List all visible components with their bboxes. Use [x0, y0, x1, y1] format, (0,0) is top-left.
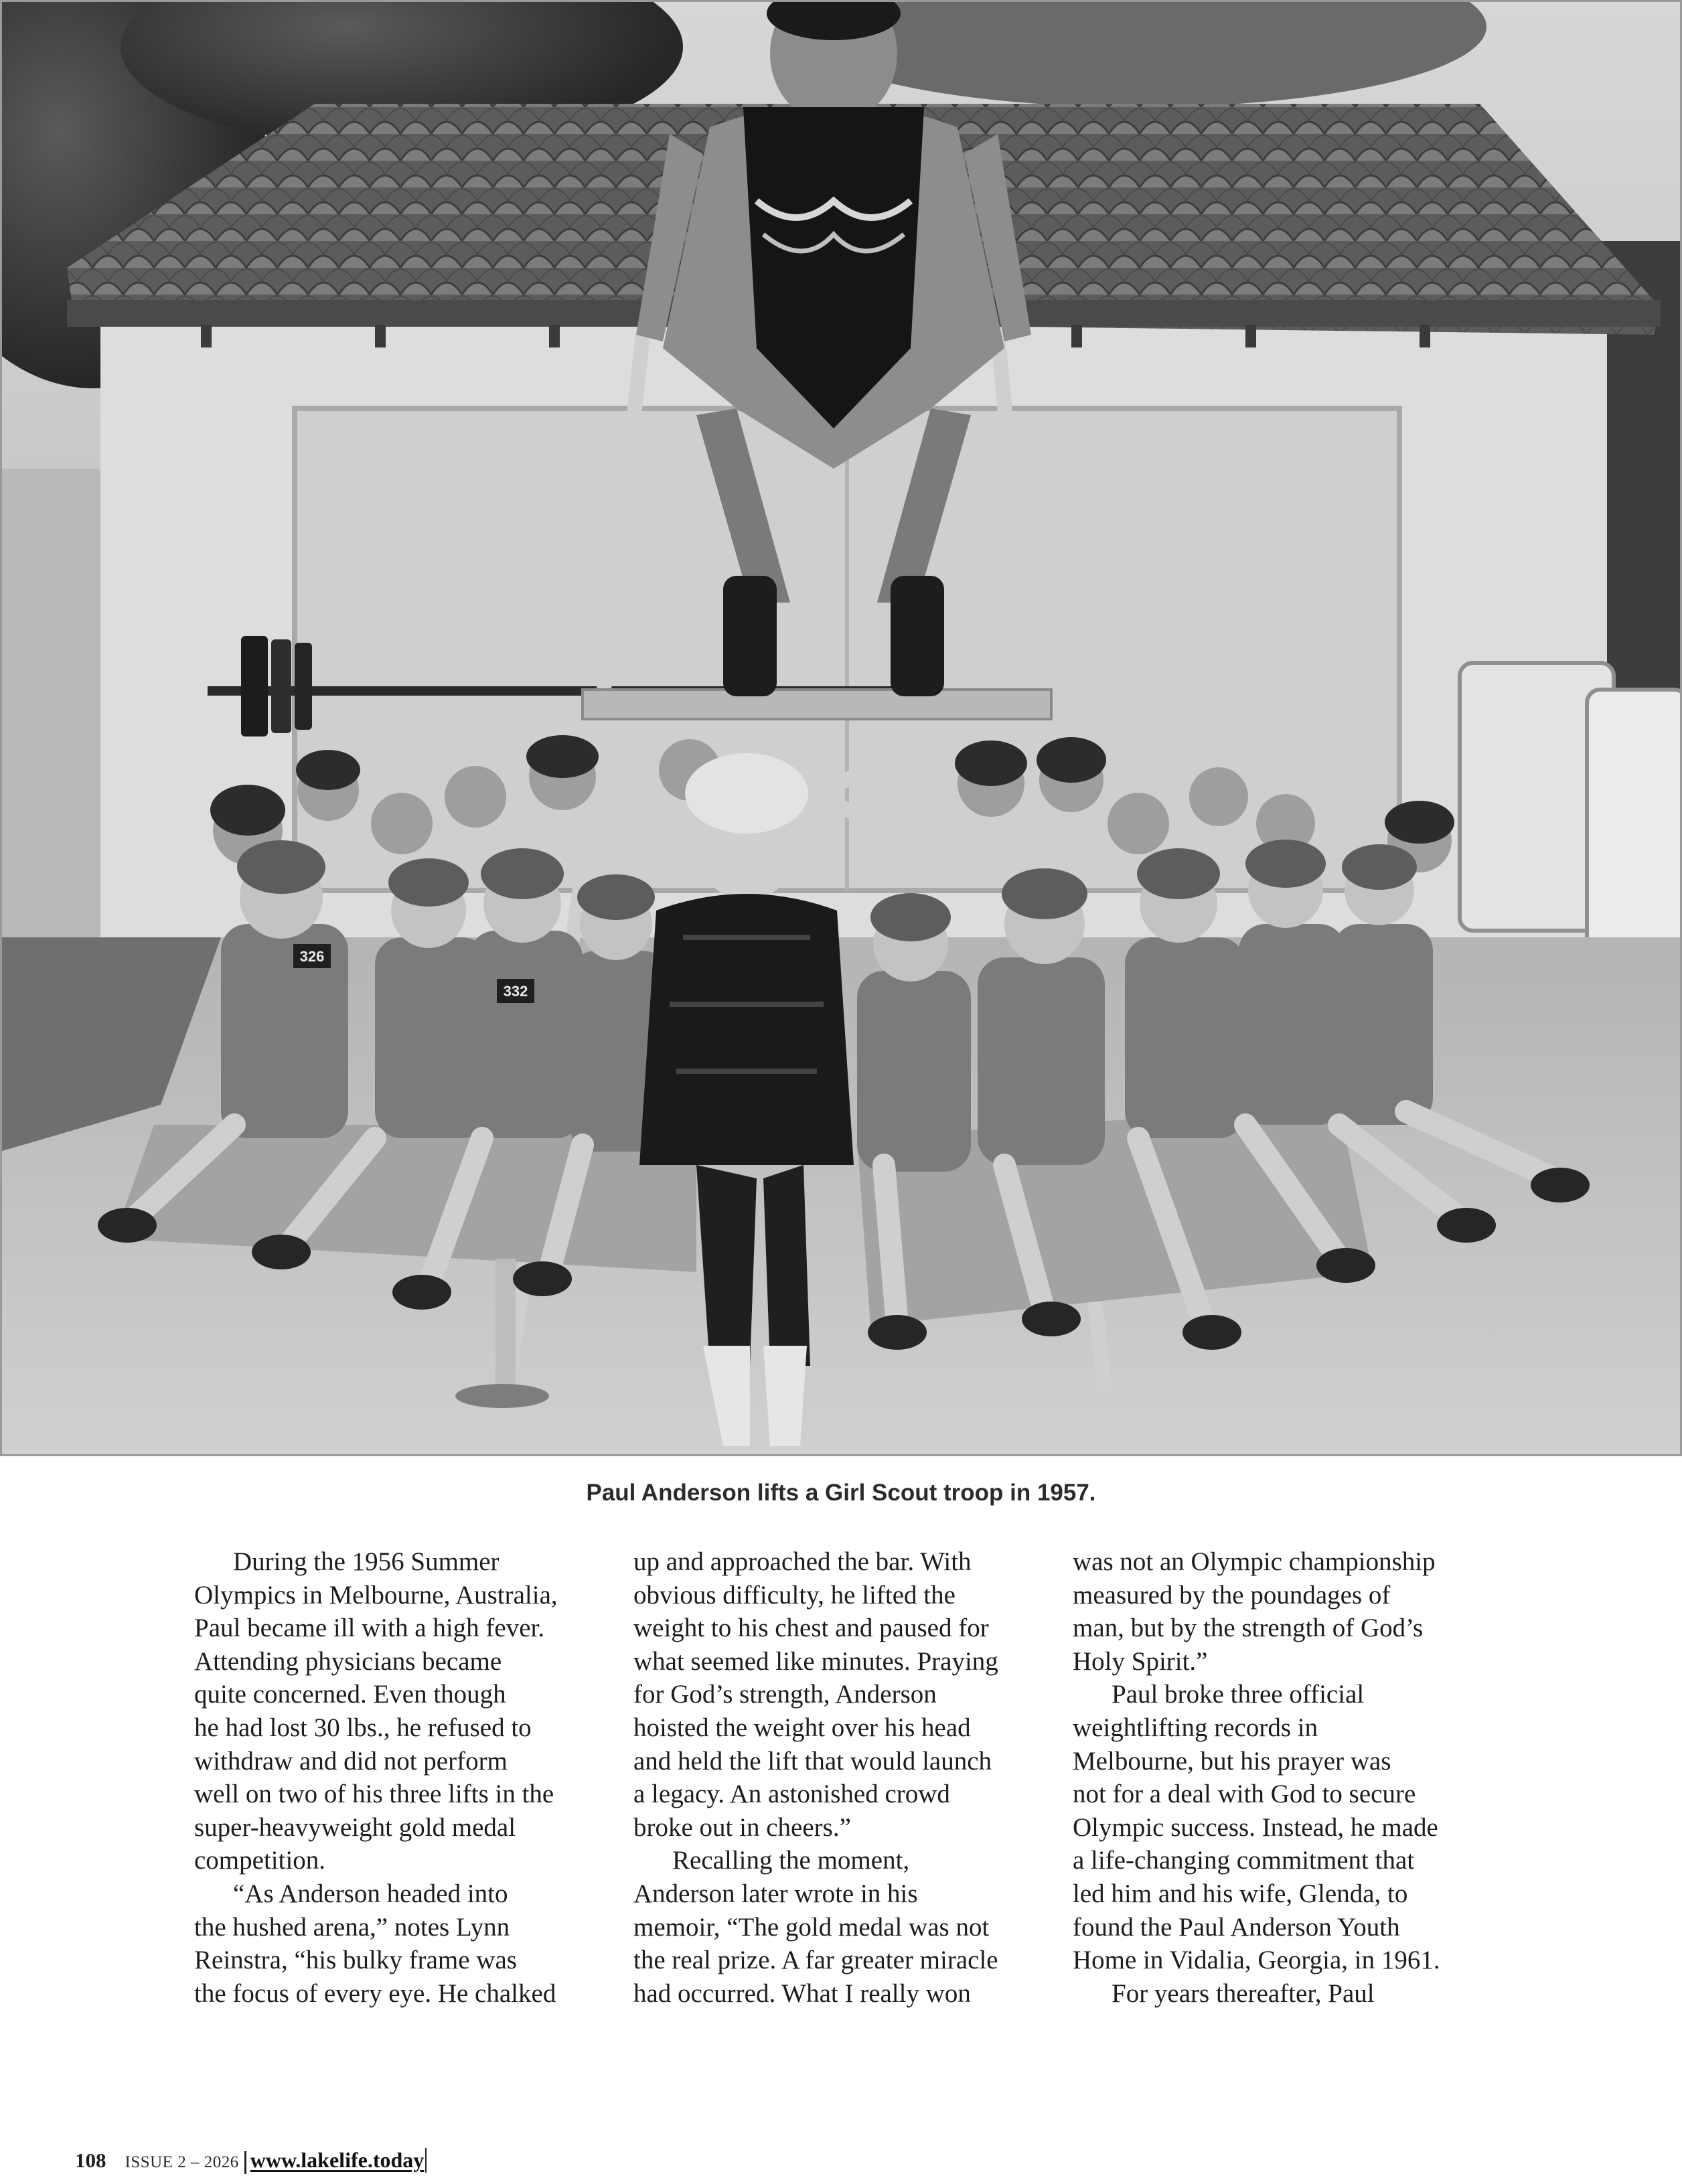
page-footer — [75, 2148, 427, 2177]
text-line: weightlifting records in — [1073, 1713, 1318, 1742]
text-line: withdraw and did not perform — [194, 1746, 508, 1776]
text-line: found the Paul Anderson Youth — [1073, 1912, 1400, 1942]
text-line: measured by the poundages of — [1073, 1580, 1391, 1610]
text-line: had occurred. What I really won — [633, 1978, 971, 2008]
text-line: up and approached the bar. With — [633, 1547, 972, 1576]
text-line: Holy Spirit.” — [1073, 1646, 1208, 1676]
page-number: 108 — [75, 2149, 106, 2172]
photo-caption: Paul Anderson lifts a Girl Scout troop in 1957. — [586, 1480, 1096, 1506]
text-line: for God’s strength, Anderson — [633, 1680, 937, 1709]
text-line: what seemed like minutes. Praying — [633, 1646, 998, 1676]
troop-badge-1: 326 — [299, 948, 325, 965]
text-line: not for a deal with God to secure — [1073, 1780, 1416, 1809]
text-line: Reinstra, “his bulky frame was — [194, 1946, 517, 1975]
text-line: Attending physicians became — [194, 1646, 502, 1676]
text-line: a legacy. An astonished crowd — [633, 1780, 950, 1809]
text-line: Paul became ill with a high fever. — [194, 1614, 545, 1643]
text-line: and held the lift that would launch — [633, 1746, 992, 1776]
text-line: he had lost 30 lbs., he refused to — [194, 1713, 532, 1742]
text-line: “As Anderson headed into — [233, 1879, 508, 1908]
text-line: was not an Olympic championship — [1073, 1547, 1436, 1576]
text-line: hoisted the weight over his head — [633, 1713, 971, 1742]
text-line: Anderson later wrote in his — [633, 1879, 918, 1908]
website-link[interactable]: www.lakelife.today — [250, 2148, 427, 2173]
article-column-1 — [194, 1545, 609, 2010]
issue-label: ISSUE 2 – 2026 — [125, 2153, 239, 2171]
text-line: Paul broke three official — [1112, 1680, 1365, 1709]
text-line: the real prize. A far greater miracle — [633, 1946, 998, 1975]
text-line: During the 1956 Summer — [233, 1547, 500, 1576]
text-line: weight to his chest and paused for — [633, 1614, 989, 1643]
text-line: well on two of his three lifts in the — [194, 1780, 554, 1809]
text-line: memoir, “The gold medal was not — [633, 1912, 990, 1942]
text-line: Home in Vidalia, Georgia, in 1961. — [1073, 1946, 1440, 1975]
text-line: Olympics in Melbourne, Australia, — [194, 1580, 558, 1610]
text-line: Melbourne, but his prayer was — [1073, 1746, 1391, 1776]
article-column-3 — [1073, 1545, 1488, 2010]
text-line: quite concerned. Even though — [194, 1680, 506, 1709]
text-line: broke out in cheers.” — [633, 1812, 851, 1842]
text-line: Olympic success. Instead, he made — [1073, 1812, 1438, 1842]
text-line: super-heavyweight gold medal — [194, 1812, 516, 1842]
text-line: the hushed arena,” notes Lynn — [194, 1912, 510, 1942]
text-line: a life-changing commitment that — [1073, 1846, 1415, 1875]
article-column-2 — [633, 1545, 1049, 2010]
article-body — [194, 1545, 1507, 2027]
text-line: man, but by the strength of God’s — [1073, 1614, 1424, 1643]
text-line: the focus of every eye. He chalked — [194, 1978, 556, 2008]
text-line: For years thereafter, Paul — [1112, 1978, 1375, 2008]
text-line: led him and his wife, Glenda, to — [1073, 1879, 1408, 1908]
troop-badge-2: 332 — [503, 983, 528, 1000]
text-line: competition. — [194, 1846, 326, 1875]
text-line: Recalling the moment, — [672, 1846, 910, 1875]
footer-divider — [244, 2151, 246, 2174]
text-line: obvious difficulty, he lifted the — [633, 1580, 955, 1610]
